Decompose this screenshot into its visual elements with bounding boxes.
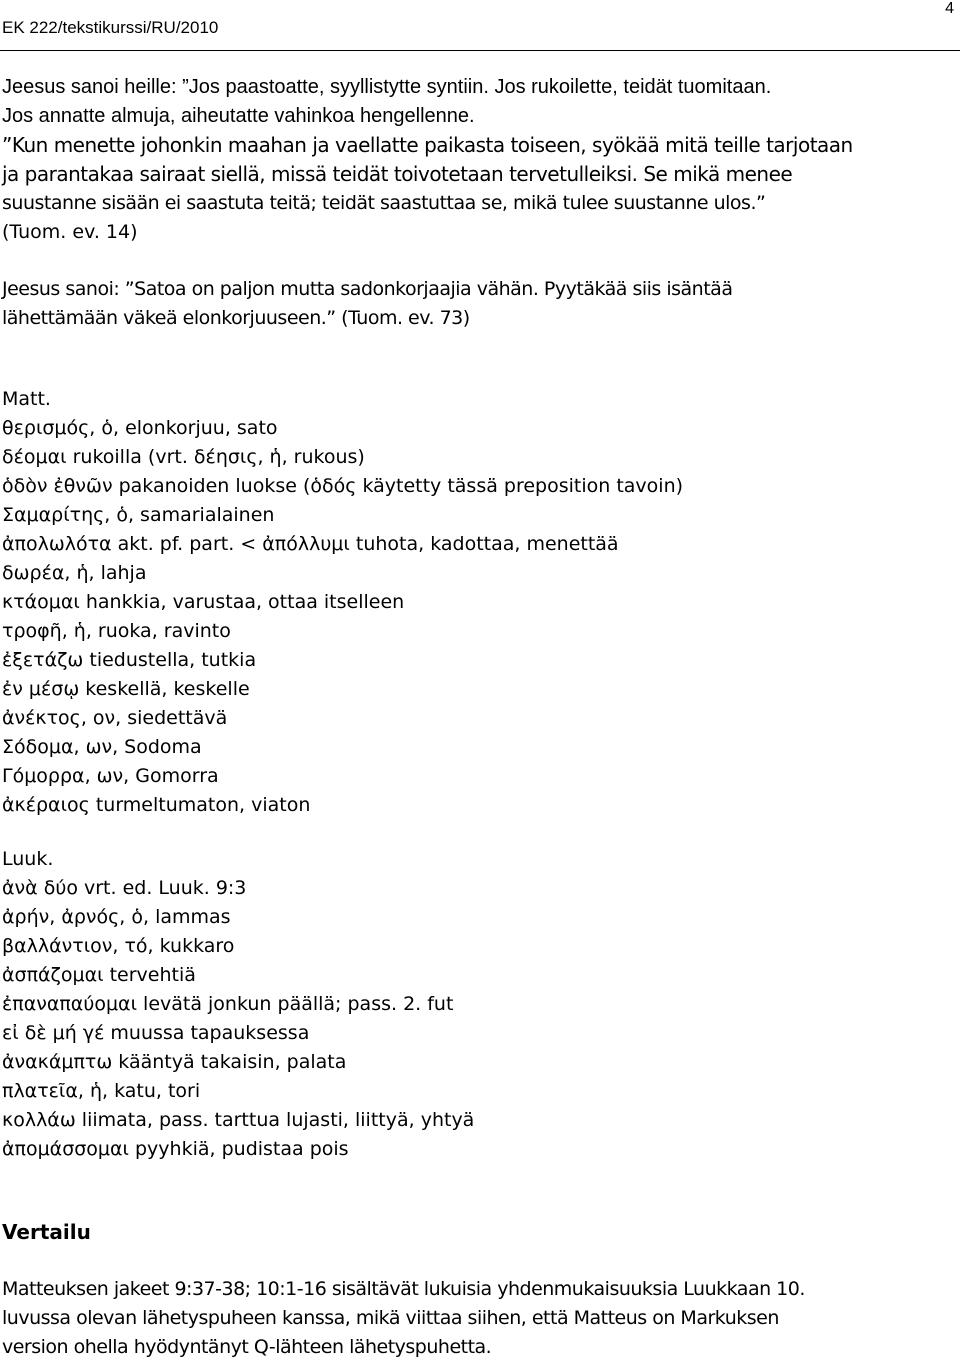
- glossary-entry: ἐπαναπαύομαι levätä jonkun päällä; pass. 2. fut: [2, 993, 454, 1015]
- quote-line: ”Kun menette johonkin maahan ja vaellatte paikasta toiseen, syökää mitä teille tarjotaan: [2, 133, 853, 157]
- section-heading-vertailu: Vertailu: [2, 1220, 91, 1244]
- comparison-paragraph: [2, 1275, 954, 1362]
- glossary-entry: Γόμορρα, ων, Gomorra: [2, 765, 219, 787]
- glossary-entry: ἀρήν, ἀρνός, ὁ, lammas: [2, 906, 231, 928]
- glossary-entry: δωρέα, ἡ, lahja: [2, 562, 147, 584]
- paragraph-line: version ohella hyödyntänyt Q-lähteen lähetyspuhetta.: [2, 1336, 492, 1358]
- glossary-entry: ἐν μέσῳ keskellä, keskelle: [2, 678, 250, 700]
- comparison-section: [2, 1218, 954, 1247]
- quote-line: (Tuom. ev. 14): [2, 221, 138, 243]
- quote-line: ja parantakaa sairaat siellä, missä teidät toivotetaan tervetulleiksi. Se mikä menee: [2, 162, 793, 186]
- section-heading-matt: Matt.: [2, 388, 51, 410]
- luke-glossary: [2, 845, 954, 1164]
- glossary-entry: ἀνὰ δύο vrt. ed. Luuk. 9:3: [2, 877, 247, 899]
- glossary-entry: δέομαι rukoilla (vrt. δέησις, ἡ, rukous): [2, 446, 365, 468]
- glossary-entry: ἀσπάζομαι tervehtiä: [2, 964, 196, 986]
- glossary-entry: ἐξετάζω tiedustella, tutkia: [2, 649, 257, 671]
- glossary-entry: κολλάω liimata, pass. tarttua lujasti, liittyä, yhtyä: [2, 1109, 475, 1131]
- glossary-entry: ὁδὸν ἐθνῶν pakanoiden luokse (ὁδός käytetty tässä preposition tavoin): [2, 475, 684, 497]
- paragraph-line: luvussa olevan lähetyspuheen kanssa, mikä viittaa siihen, että Matteus on Markuksen: [2, 1307, 779, 1329]
- glossary-entry: εἰ δὲ μή γέ muussa tapauksessa: [2, 1022, 310, 1044]
- quote-line: Jeesus sanoi heille: ”Jos paastoatte, syyllistytte syntiin. Jos rukoilette, teidät tuomitaan.: [2, 76, 772, 98]
- quote-line: Jeesus sanoi: ”Satoa on paljon mutta sadonkorjaajia vähän. Pyytäkää siis isäntää: [2, 278, 733, 300]
- glossary-entry: ἀπολωλότα akt. pf. part. < ἀπόλλυμι tuhota, kadottaa, menettää: [2, 533, 619, 555]
- glossary-entry: θερισμός, ὁ, elonkorjuu, sato: [2, 417, 278, 439]
- glossary-entry: βαλλάντιον, τό, kukkaro: [2, 935, 235, 957]
- section-heading-luuk: Luuk.: [2, 848, 54, 870]
- header-rule: [0, 50, 960, 51]
- glossary-entry: Σόδομα, ων, Sodoma: [2, 736, 202, 758]
- quote-thomas-73: [2, 275, 954, 333]
- glossary-entry: κτάομαι hankkia, varustaa, ottaa itselleen: [2, 591, 405, 613]
- page-number: 4: [945, 0, 954, 17]
- paragraph-line: Matteuksen jakeet 9:37-38; 10:1-16 sisältävät lukuisia yhdenmukaisuuksia Luukkaan 10.: [2, 1278, 805, 1300]
- glossary-entry: ἀνέκτος, ον, siedettävä: [2, 707, 228, 729]
- glossary-entry: ἀκέραιος turmeltumaton, viaton: [2, 794, 311, 816]
- glossary-entry: Σαμαρίτης, ὁ, samarialainen: [2, 504, 275, 526]
- glossary-entry: ἀπομάσσομαι pyyhkiä, pudistaa pois: [2, 1138, 349, 1160]
- glossary-entry: τροφῆ, ἡ, ruoka, ravinto: [2, 620, 231, 642]
- quote-line: suustanne sisään ei saastuta teitä; teidät saastuttaa se, mikä tulee suustanne ulos.”: [2, 192, 766, 214]
- quote-line: lähettämään väkeä elonkorjuuseen.” (Tuom. ev. 73): [2, 307, 470, 329]
- matthew-glossary: [2, 385, 954, 820]
- glossary-entry: πλατεῖα, ἡ, katu, tori: [2, 1080, 201, 1102]
- quote-line: Jos annatte almuja, aiheutatte vahinkoa hengellenne.: [2, 105, 475, 127]
- quote-thomas-14: [2, 73, 954, 247]
- glossary-entry: ἀνακάμπτω kääntyä takaisin, palata: [2, 1051, 347, 1073]
- document-id: EK 222/tekstikurssi/RU/2010: [2, 18, 219, 37]
